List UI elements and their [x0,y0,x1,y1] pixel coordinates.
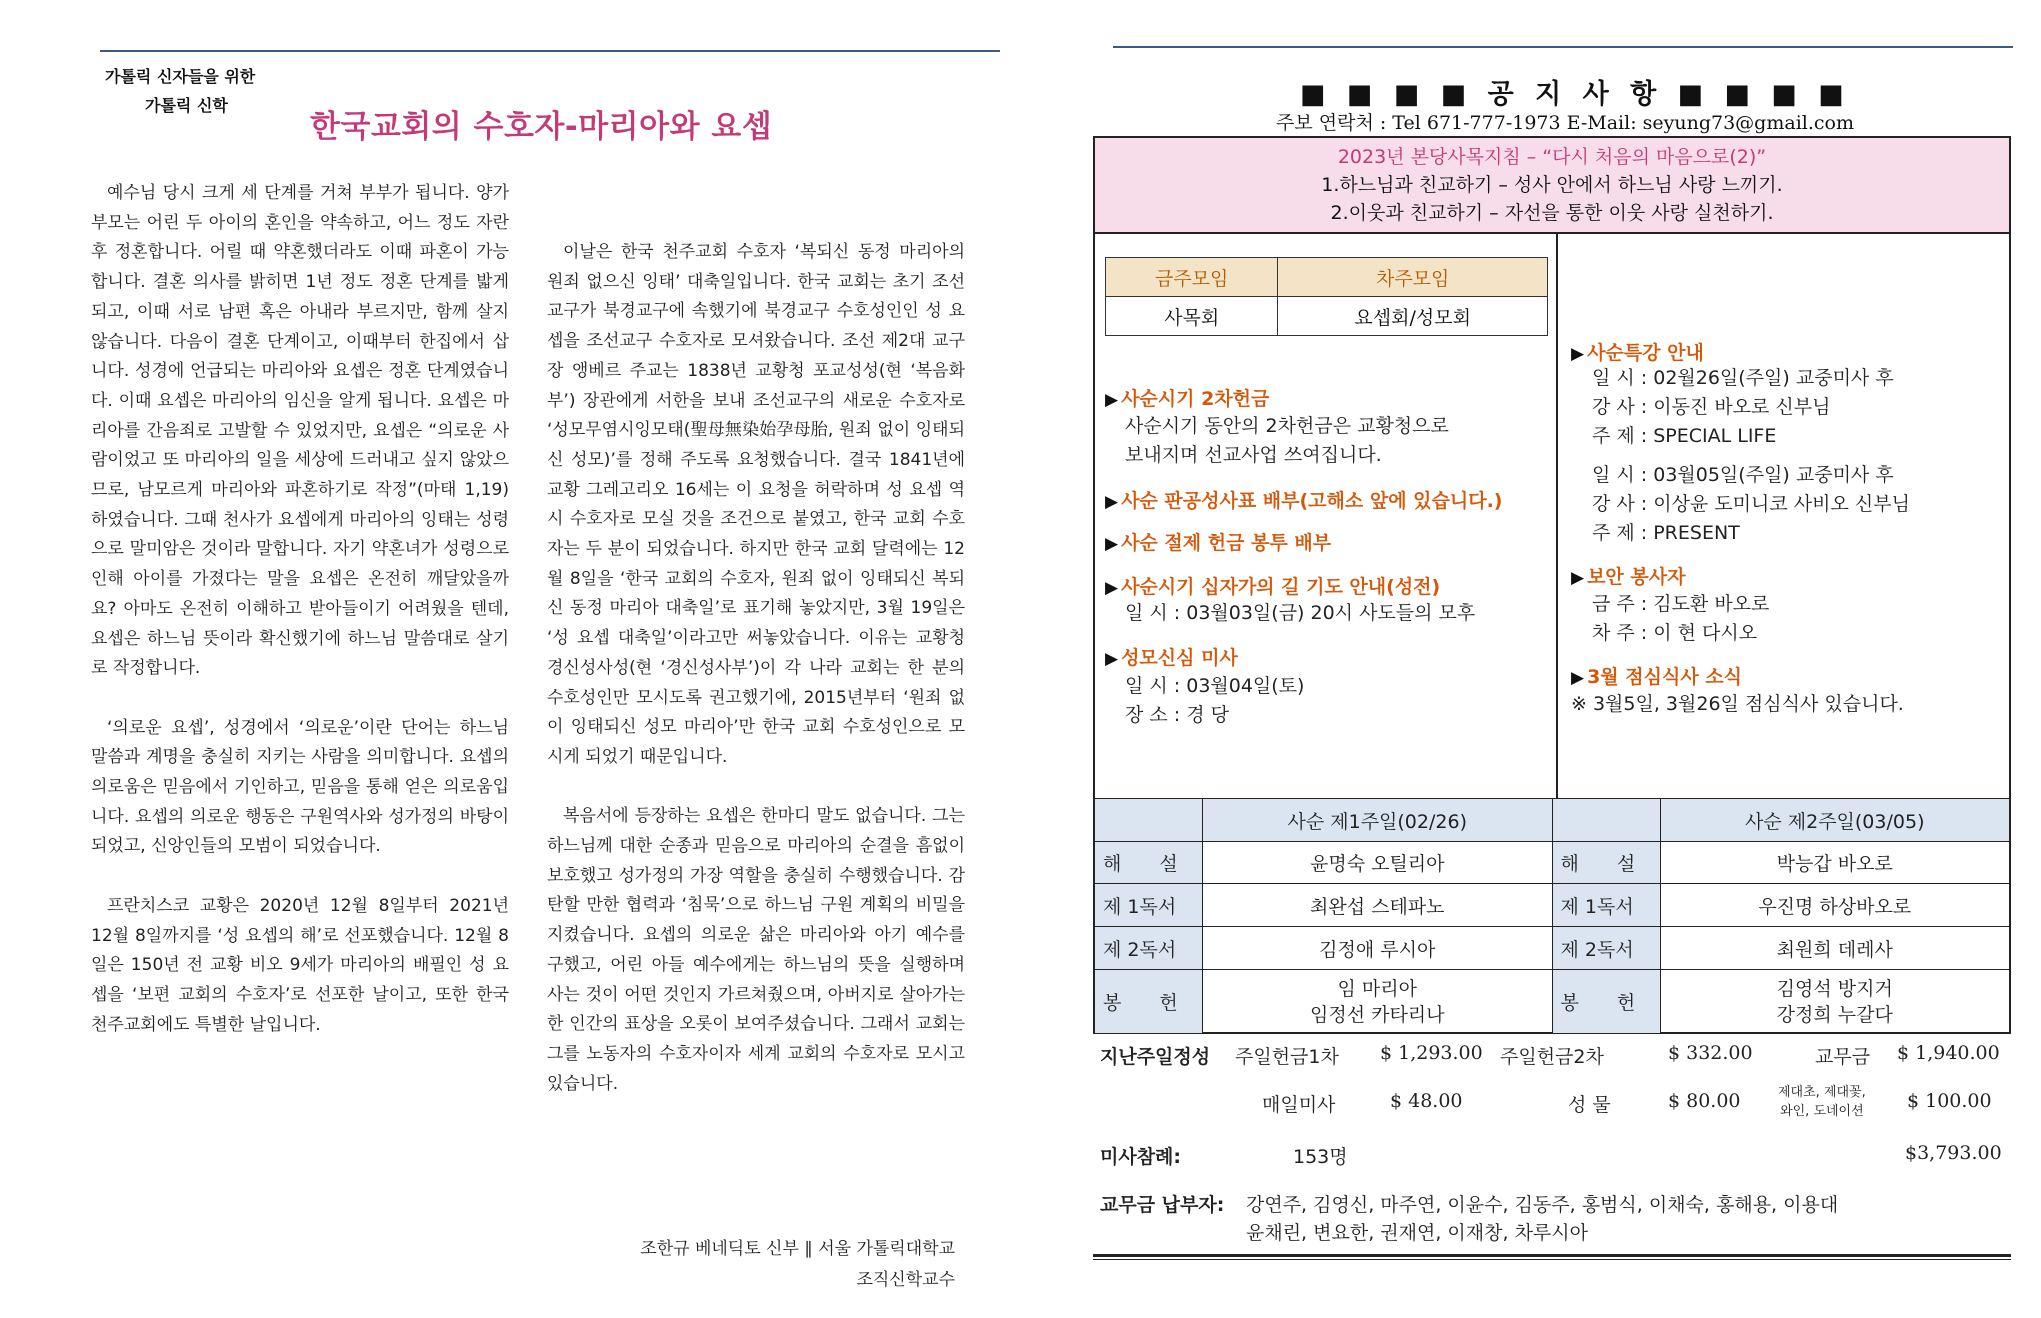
bottom-rule [1093,1254,2011,1257]
daily-mass-value: $ 48.00 [1390,1090,1463,1112]
roster-name: 임 마리아 [1337,977,1417,1000]
donors-line-2: 윤채린, 변요한, 권재연, 이재창, 차루시아 [1246,1222,1588,1244]
triangle-bullet-icon: ▶ [1571,568,1585,588]
notice-text: 주 제 : SPECIAL LIFE [1592,425,1777,447]
motto-line-1: 2023년 본당사목지침 – “다시 처음의 마음으로(2)” [1337,146,1767,168]
heading-text: 성모신심 미사 [1121,647,1238,669]
next-week-meeting-label: 차주모임 [1278,258,1548,297]
roster-cell: 우진명 하상바오로 [1660,884,2010,927]
role-offertory: 봉 헌 [1552,970,1660,1034]
goods-value: $ 80.00 [1668,1090,1741,1112]
attendance-label: 미사참례: [1100,1146,1182,1168]
altar-donation-label [1778,1083,1866,1121]
role-commentator: 해 설 [1552,842,1660,884]
ministry-roster [1094,798,2010,1034]
motto-line-2: 1.하느님과 친교하기 – 성사 안에서 하느님 사랑 느끼기. [1321,174,1783,196]
roster-week2-header: 사순 제2주일(03/05) [1660,799,2010,842]
goods-label: 성 물 [1568,1094,1611,1116]
pastoral-motto-box [1095,138,2009,234]
kicker-line-2: 가톨릭 신학 [145,96,228,115]
right-top-rule [1113,46,2013,48]
triangle-bullet-icon: ▶ [1105,492,1119,512]
notice-title: ■ ■ ■ ■ 공 지 사 항 ■ ■ ■ ■ [1300,79,1850,110]
notice-heading-stations-of-cross [1105,572,1440,599]
byline-author: 조한규 베네딕토 신부 ∥ 서울 가톨릭대학교 [640,1239,955,1259]
roster-cell [1203,970,1553,1034]
notice-heading-confession-card [1105,486,1503,513]
column-divider [1556,234,1558,798]
notice-text: 강 사 : 이상윤 도미니코 사비오 신부님 [1592,493,1910,515]
triangle-bullet-icon: ▶ [1571,344,1585,364]
next-week-meeting: 요셉회/성모회 [1278,297,1548,336]
article-column-1 [91,179,509,1070]
notice-text: 사순시기 동안의 2차헌금은 교황청으로 [1125,415,1449,437]
col1-paragraph-2: ‘의로운 요셉’, 성경에서 ‘의로운’이란 단어는 하느님 말씀과 계명을 충실히 지키는 사람을 의미합니다. 요셉의 의로움은 믿음에서 기인하고, 믿음을 통해 얻은 의로움입니다. 요셉의 의로운 행동은 구원역사와 성가정의 바탕이 되었고, 신앙인들의 모범이 되었습니다. [91,717,509,857]
notice-text: 강 사 : 이동진 바오로 신부님 [1592,396,1831,418]
notice-text: 차 주 : 이 현 다시오 [1592,622,1758,644]
dues-value: $ 1,940.00 [1897,1042,2000,1064]
donors-line-1: 강연주, 김영신, 마주연, 이윤수, 김동주, 홍범식, 이채숙, 홍해용, 이용대 [1246,1194,1839,1216]
role-second-reading: 제 2독서 [1552,927,1660,970]
contact-info: 주보 연락처 : Tel 671-777-1973 E-Mail: seyung73@gmail.com [1276,112,1854,134]
roster-week1-header: 사순 제1주일(02/26) [1203,799,1553,842]
donors-label: 교무금 납부자: [1100,1194,1225,1216]
daily-mass-label: 매일미사 [1262,1094,1336,1116]
notice-text: 금 주 : 김도환 바오로 [1592,593,1770,615]
notice-text: 일 시 : 03월03일(금) 20시 사도들의 모후 [1125,602,1476,624]
notice-heading-lent-lecture [1571,338,1704,365]
heading-text: 사순 판공성사표 배부(고해소 앞에 있습니다.) [1121,490,1503,512]
notice-heading-marian-mass [1105,643,1238,670]
altar-donation-value: $ 100.00 [1907,1090,1992,1112]
notice-text: 일 시 : 03월05일(주일) 교중미사 후 [1592,464,1894,486]
heading-text: 3월 점심식사 소식 [1587,666,1743,688]
col1-paragraph-1: 예수님 당시 크게 세 단계를 거쳐 부부가 됩니다. 양가 부모는 어린 두 아이의 혼인을 약속하고, 어느 정도 자란 후 정혼합니다. 어릴 때 약혼했더라도 이때 파혼이 가능합니다. 결혼 의사를 밝히면 1년 정도 정혼 단계를 밟게 되고, 이때 서로 남편 혹은 아내라 부르지만, 함께 살지 않습니다. 다음이 결혼 단계이고, 이때부터 한집에서 삽니다. 성경에 언급되는 마리아와 요셉은 정혼 단계였습니다. 이때 요셉은 마리아의 임신을 알게 됩니다. 요셉은 마리아를 간음죄로 고발할 수 있었지만, 요셉은 “의로운 사람이었고 또 마리아의 일을 세상에 드러내고 싶지 않았으므로, 남모르게 마리아와 파혼하기로 작정”(마태 1,19) 하였습니다. 그때 천사가 요셉에게 마리아의 잉태는 성령으로 말미암은 것이라 말합니다. 자기 약혼녀가 성령으로 인해 아이를 가졌다는 말을 요셉은 온전히 깨달았을까요? 아마도 온전히 이해하고 받아들이기 어려웠을 텐데, 요셉은 하느님 뜻이라 확신했기에 하느님 말씀대로 살기로 작정합니다. [91,183,509,679]
kicker-line-1: 가톨릭 신자들을 위한 [105,67,256,86]
notice-text: 장 소 : 경 당 [1125,704,1229,726]
finance-label: 지난주일정성 [1100,1046,1211,1068]
notice-heading-envelope [1105,528,1331,555]
left-top-rule [100,50,1000,52]
roster-cell: 윤명숙 오틸리아 [1203,842,1553,884]
role-second-reading: 제 2독서 [1095,927,1203,970]
notice-text: 주 제 : PRESENT [1592,522,1740,544]
altar-donation-label-line-1: 제대초, 제대꽃, [1778,1085,1866,1100]
notice-text: ※ 3월5일, 3월26일 점심식사 있습니다. [1571,693,1904,715]
heading-text: 사순 절제 헌금 봉투 배부 [1121,532,1332,554]
collection-2-value: $ 332.00 [1668,1042,1753,1064]
roster-corner [1095,799,1203,842]
role-offertory: 봉 헌 [1095,970,1203,1034]
total-value: $3,793.00 [1905,1142,2002,1164]
notice-heading-lent-collection [1105,384,1269,411]
roster-cell: 박능갑 바오로 [1660,842,2010,884]
heading-text: 사순시기 십자가의 길 기도 안내(성전) [1121,576,1441,598]
role-commentator: 해 설 [1095,842,1203,884]
this-week-meeting: 사목회 [1106,297,1278,336]
article-title: 한국교회의 수호자-마리아와 요셉 [310,109,773,145]
roster-cell: 최완섭 스테파노 [1203,884,1553,927]
notice-text: 보내지며 선교사업 쓰여집니다. [1125,444,1382,466]
role-first-reading: 제 1독서 [1095,884,1203,927]
roster-cell [1660,970,2010,1034]
triangle-bullet-icon: ▶ [1105,649,1119,669]
triangle-bullet-icon: ▶ [1105,578,1119,598]
collection-2-label: 주일헌금2차 [1500,1046,1604,1068]
triangle-bullet-icon: ▶ [1571,668,1585,688]
notice-text: 일 시 : 02월26일(주일) 교중미사 후 [1592,367,1894,389]
heading-text: 사순특강 안내 [1587,342,1704,364]
collection-1-value: $ 1,293.00 [1380,1042,1483,1064]
notice-text: 일 시 : 03월04일(토) [1125,675,1305,697]
heading-text: 사순시기 2차헌금 [1121,388,1270,410]
motto-line-3: 2.이웃과 친교하기 – 자선을 통한 이웃 사랑 실천하기. [1330,202,1774,224]
col2-paragraph-2: 복음서에 등장하는 요셉은 한마디 말도 없습니다. 그는 하느님께 대한 순종과 믿음으로 마리아의 순결을 흠없이 보호했고 성가정의 가장 역할을 충실히 수행했습니다. 감탄할 만한 협력과 ‘침묵’으로 하느님 구원 계획의 비밀을 지켰습니다. 요셉의 의로운 삶은 마리아와 아기 예수를 구했고, 어린 아들 예수에게는 하느님의 뜻을 실행하며 사는 것이 어떤 것인지 가르쳐줬으며, 아버지로 살아가는 한 인간의 표상을 오롯이 보여주셨습니다. 그래서 교회는 그를 노동자의 수호자이자 세계 교회의 수호자로 모시고 있습니다. [547,806,965,1094]
col2-paragraph-1: 이날은 한국 천주교회 수호자 ‘복되신 동정 마리아의 원죄 없으신 잉태’ 대축일입니다. 한국 교회는 초기 조선교구가 북경교구에 속했기에 북경교구 수호성인인 성 요셉을 조선교구 수호자로 모셔왔습니다. 조선 제2대 교구장 앵베르 주교는 1838년 교황청 포교성성(현 ‘복음화부’) 장관에게 서한을 보내 조선교구의 새로운 수호자로 ‘성모무염시잉모태(聖母無染始孕母胎, 원죄 없이 잉태되신 성모)’를 정해 주도록 요청했습니다. 결국 1841년에 교황 그레고리오 16세는 이 요청을 허락하며 성 요셉 역시 수호자로 모실 것을 조건으로 붙였고, 한국 교회 수호자는 두 분이 되었습니다. 하지만 한국 교회 달력에는 12월 8일을 ‘한국 교회의 수호자, 원죄 없이 잉태되신 복되신 동정 마리아 대축일’로 표기해 놓았지만, 3월 19일은 ‘성 요셉 대축일’이라고만 써놓았습니다. 이유는 교황청 경신성사성(현 ‘경신성사부’)이 각 나라 교회는 한 분의 수호성인만 모시도록 권고했기에, 2015년부터 ‘원죄 없이 잉태되신 성모 마리아’만 한국 교회 수호성인으로 모시게 되었기 때문입니다. [547,242,965,767]
triangle-bullet-icon: ▶ [1105,534,1119,554]
byline-title: 조직신학교수 [856,1270,955,1290]
bottom-rule-thin [1093,1259,2011,1260]
roster-cell: 최원희 데레사 [1660,927,2010,970]
this-week-meeting-label: 금주모임 [1106,258,1278,297]
roster-name: 강정희 누갈다 [1776,1003,1893,1026]
triangle-bullet-icon: ▶ [1105,390,1119,410]
meetings-table [1105,257,1548,336]
col1-paragraph-3: 프란치스코 교황은 2020년 12월 8일부터 2021년 12월 8일까지를 ‘성 요셉의 해’로 선포했습니다. 12월 8일은 150년 전 교황 비오 9세가 마리아의 배필인 성 요셉을 ‘보편 교회의 수호자’로 선포한 날이고, 또한 한국 천주교회에도 특별한 날입니다. [91,895,509,1035]
roster-name: 임정선 카타리나 [1309,1003,1445,1026]
roster-name: 김영석 방지거 [1776,977,1893,1000]
roster-cell: 김정애 루시아 [1203,927,1553,970]
heading-text: 보안 봉사자 [1587,566,1686,588]
roster-corner-2 [1552,799,1660,842]
article-column-2 [547,238,965,1129]
altar-donation-label-line-2: 와인, 도네이션 [1780,1104,1864,1119]
role-first-reading: 제 1독서 [1552,884,1660,927]
notice-heading-security-volunteers [1571,562,1685,589]
dues-label: 교무금 [1815,1046,1871,1068]
attendance-value: 153명 [1293,1146,1348,1168]
notice-heading-lunch [1571,662,1742,689]
collection-1-label: 주일헌금1차 [1235,1046,1339,1068]
